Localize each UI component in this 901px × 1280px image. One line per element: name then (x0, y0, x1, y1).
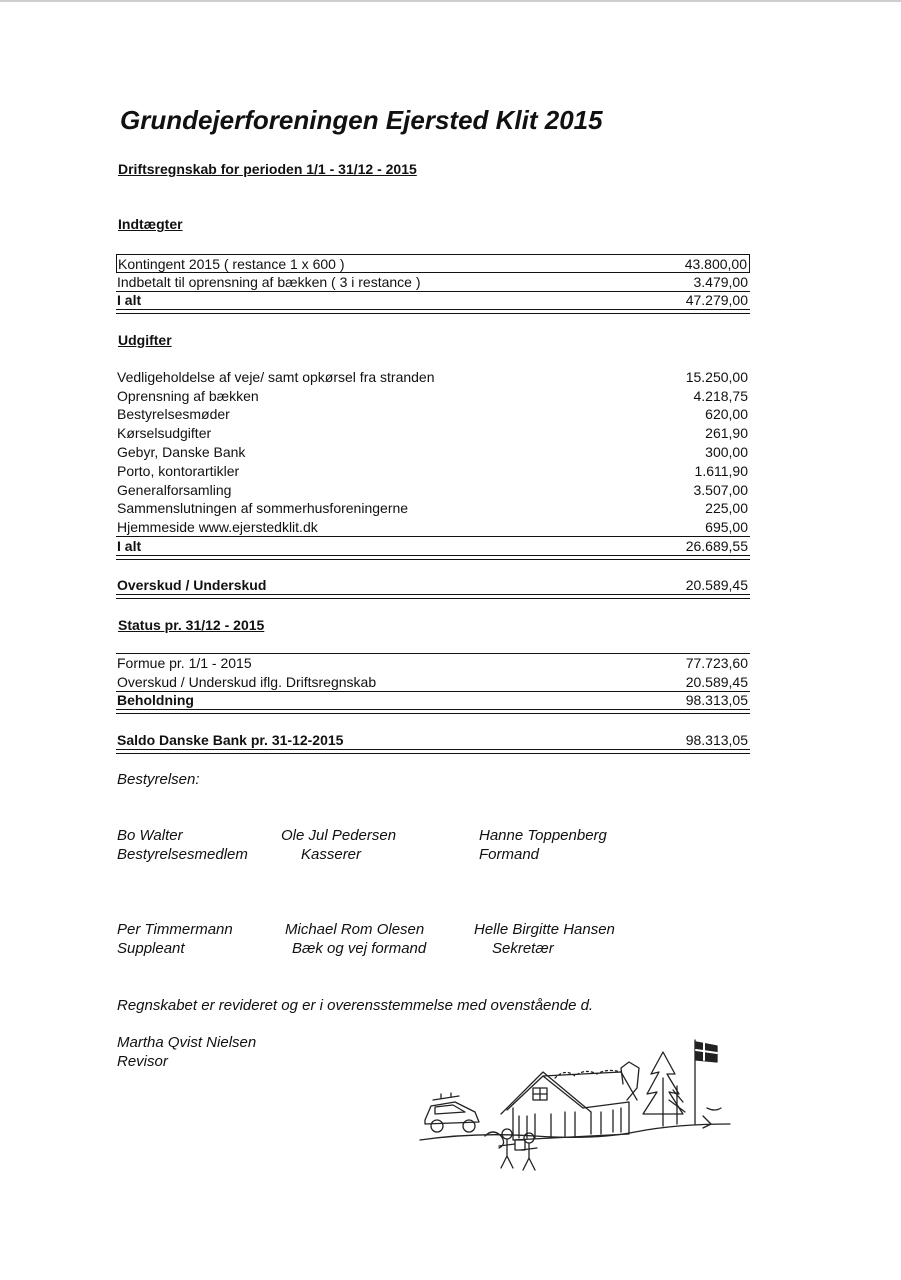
status-row-label: Formue pr. 1/1 - 2015 (117, 655, 252, 671)
expense-row (116, 387, 750, 405)
bank-row (116, 731, 750, 749)
auditor-name: Martha Qvist Nielsen (117, 1034, 257, 1051)
expense-total-row (116, 537, 750, 555)
board-member-name: Michael Rom Olesen (285, 921, 425, 938)
board-member-role: Formand (479, 846, 540, 863)
board-member-name: Ole Jul Pedersen (281, 827, 397, 844)
page-title: Grundejerforeningen Ejersted Klit 2015 (120, 105, 603, 135)
expense-double-rule (116, 555, 750, 560)
status-total-label: Beholdning (117, 692, 194, 708)
expense-row-label: Porto, kontorartikler (117, 463, 240, 479)
expense-row-label: Vedligeholdelse af veje/ samt opkørsel fra stranden (117, 369, 435, 385)
board-member-role: Bestyrelsesmedlem (117, 846, 248, 863)
expense-row (116, 443, 750, 461)
income-row-value: 43.800,00 (684, 256, 747, 272)
expense-row (116, 368, 750, 386)
income-double-rule (116, 309, 750, 314)
expense-row-label: Hjemmeside www.ejerstedklit.dk (117, 519, 318, 535)
status-double-rule (116, 709, 750, 714)
board-member-role: Bæk og vej formand (292, 940, 427, 957)
board-member-name: Helle Birgitte Hansen (474, 921, 615, 938)
income-row (116, 273, 750, 291)
board-member-name: Bo Walter (117, 827, 183, 844)
status-row (116, 654, 750, 672)
surplus-row (116, 576, 750, 594)
surplus-label: Overskud / Underskud (117, 577, 267, 593)
expense-row-label: Oprensning af bækken (117, 388, 259, 404)
expense-row (116, 405, 750, 423)
bank-label: Saldo Danske Bank pr. 31-12-2015 (117, 732, 344, 748)
expense-row-value: 300,00 (705, 444, 748, 460)
audit-statement: Regnskabet er revideret og er i overensstemmelse med ovenstående d. (117, 997, 594, 1014)
status-total-value: 98.313,05 (685, 692, 748, 708)
summerhouse-sketch-icon (415, 1028, 735, 1178)
page-subtitle: Driftsregnskab for perioden 1/1 - 31/12 - 2015 (118, 161, 417, 177)
expense-row-value: 620,00 (705, 406, 748, 422)
status-row-label: Overskud / Underskud iflg. Driftsregnskab (117, 674, 377, 690)
expense-row-value: 15.250,00 (685, 369, 748, 385)
income-heading: Indtægter (118, 216, 183, 232)
board-member-role: Kasserer (301, 846, 362, 863)
expense-row-label: Generalforsamling (117, 482, 232, 498)
expense-total-label: I alt (117, 538, 142, 554)
board-member-role: Suppleant (117, 940, 185, 957)
surplus-double-rule (116, 594, 750, 599)
income-total-label: I alt (117, 292, 142, 308)
expense-row-label: Gebyr, Danske Bank (117, 444, 246, 460)
expense-total-value: 26.689,55 (685, 538, 748, 554)
bank-value: 98.313,05 (685, 732, 748, 748)
expense-row-value: 4.218,75 (693, 388, 748, 404)
board-member-name: Hanne Toppenberg (479, 827, 607, 844)
expense-row-value: 695,00 (705, 519, 748, 535)
bank-double-rule (116, 749, 750, 754)
expense-row-label: Sammenslutningen af sommerhusforeningerne (117, 500, 409, 516)
status-row-value: 77.723,60 (685, 655, 748, 671)
expense-row (116, 481, 750, 499)
income-row-value: 3.479,00 (693, 274, 748, 290)
expense-row (116, 499, 750, 517)
status-heading: Status pr. 31/12 - 2015 (118, 617, 265, 633)
expense-row-value: 1.611,90 (694, 463, 748, 479)
expense-row-label: Bestyrelsesmøder (117, 406, 230, 422)
expenses-heading: Udgifter (118, 332, 172, 348)
board-heading: Bestyrelsen: (117, 771, 200, 788)
status-row (116, 673, 750, 691)
income-total-row (116, 291, 750, 309)
expense-row-label: Kørselsudgifter (117, 425, 212, 441)
expense-row-value: 3.507,00 (693, 482, 748, 498)
expense-row (116, 424, 750, 442)
income-total-value: 47.279,00 (685, 292, 748, 308)
board-member-name: Per Timmermann (117, 921, 233, 938)
income-row-label: Kontingent 2015 ( restance 1 x 600 ) (118, 256, 345, 272)
income-row (116, 254, 750, 273)
status-total-row (116, 691, 750, 709)
auditor-role: Revisor (117, 1053, 168, 1070)
scan-edge (0, 0, 901, 2)
income-row-label: Indbetalt til oprensning af bækken ( 3 i restance ) (117, 274, 421, 290)
surplus-value: 20.589,45 (685, 577, 748, 593)
expense-row-value: 261,90 (705, 425, 748, 441)
board-member-role: Sekretær (492, 940, 554, 957)
expense-row (116, 462, 750, 480)
expense-row (116, 518, 750, 536)
status-row-value: 20.589,45 (685, 674, 748, 690)
expense-row-value: 225,00 (705, 500, 748, 516)
